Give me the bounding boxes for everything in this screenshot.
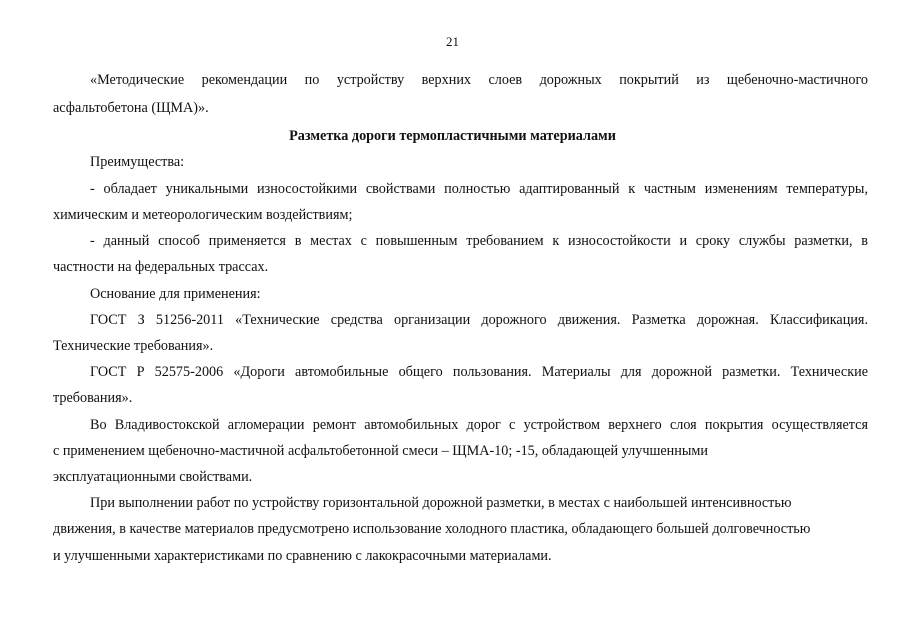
paragraph-line: и улучшенными характеристиками по сравнению с лакокрасочными материалами. [53, 548, 552, 564]
paragraph-line: химическим и метеорологическим воздействиям; [53, 207, 353, 223]
paragraph-line: При выполнении работ по устройству горизонтальной дорожной разметки, в местах с наибольшей интенсивностью [90, 495, 792, 511]
paragraph-line: частности на федеральных трассах. [53, 259, 269, 275]
paragraph-line: Во Владивостокской агломерации ремонт автомобильных дорог с устройством верхнего слоя покрытия осуществляется [90, 417, 868, 433]
paragraph-line: - обладает уникальными износостойкими свойствами полностью адаптированный к частным изменениям температуры, [90, 181, 868, 197]
paragraph-line: «Методические рекомендации по устройству верхних слоев дорожных покрытий из щебеночно-мастичного [90, 72, 868, 88]
paragraph-line: ГОСТ Р 52575-2006 «Дороги автомобильные общего пользования. Материалы для дорожной разметки. Технические [90, 364, 868, 380]
paragraph-line: требования». [53, 390, 133, 406]
paragraph-line: ГОСТ З 51256-2011 «Технические средства организации дорожного движения. Разметка дорожная. Классификация. [90, 312, 868, 328]
paragraph-line: - данный способ применяется в местах с повышенным требованием к износостойкости и сроку службы разметки, в [90, 233, 868, 249]
section-heading: Разметка дороги термопластичными материалами [289, 128, 616, 144]
paragraph-line: Преимущества: [90, 154, 185, 170]
paragraph-line: Основание для применения: [90, 286, 261, 302]
paragraph-line: движения, в качестве материалов предусмотрено использование холодного пластика, обладающего большей долговечностью [53, 521, 811, 537]
paragraph-line: асфальтобетона (ЩМА)». [53, 100, 209, 116]
paragraph-line: с применением щебеночно-мастичной асфальтобетонной смеси – ЩМА-10; -15, обладающей улучшенными [53, 443, 708, 459]
paragraph-line: Технические требования». [53, 338, 214, 354]
paragraph-line: эксплуатационными свойствами. [53, 469, 253, 485]
page-number: 21 [446, 34, 459, 49]
